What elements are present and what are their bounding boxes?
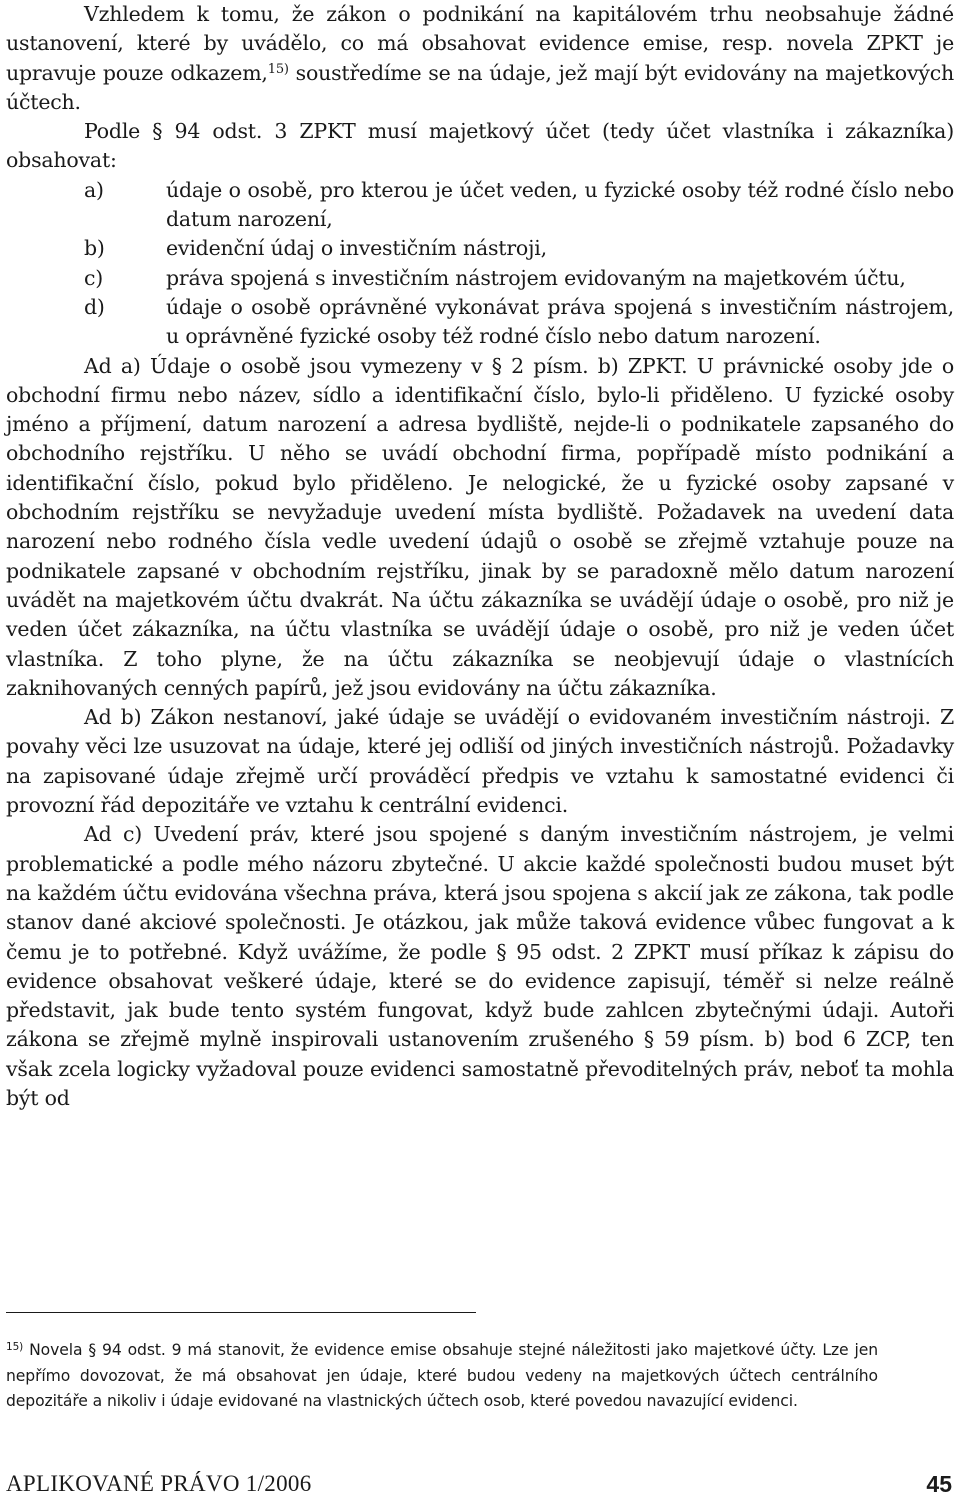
paragraph-ad-b: Ad b) Zákon nestanoví, jaké údaje se uvádějí o evidovaném investičním nástroji. Z povahy věci lze usuzovat na údaje, které jej odliší od jiných investičních nástrojů. Požadavky na zapisované údaje zřejmě určí prováděcí předpis ve vztahu k samostatné evidenci či provozní řád depozitáře ve vztahu k centrální evidenci. [6,705,954,818]
footnote-reference-15[interactable]: 15) [267,61,289,77]
footnote-divider [6,1312,476,1313]
footnote-marker: 15) [6,1341,24,1353]
footnote-text: Novela § 94 odst. 9 má stanovit, že evidence emise obsahuje stejné náležitosti jako majetkové účty. Lze jen nepřímo dovozovat, že má obsahovat jen údaje, které budou vedeny na majetkových účtech centrálního depozitáře a nikoliv i údaje evidované na vlastnických účtech osob, které povedou navazující evidenci. [6,1341,878,1410]
body-text [6,0,954,1113]
list-item-text: práva spojená s investičním nástrojem evidovaným na majetkovém účtu, [166,265,906,290]
list-marker: c) [84,265,104,290]
journal-title: APLIKOVANÉ PRÁVO 1/2006 [6,1471,312,1496]
page-number: 45 [926,1471,952,1497]
list-item-text: evidenční údaj o investičním nástroji, [166,236,547,261]
paragraph-2: Podle § 94 odst. 3 ZPKT musí majetkový účet (tedy účet vlastníka i zákazníka) obsahovat: [6,119,954,173]
list-marker: a) [84,177,104,202]
paragraph-ad-a: Ad a) Údaje o osobě jsou vymezeny v § 2 písm. b) ZPKT. U právnické osoby jde o obchodní firmu nebo název, sídlo a identifikační číslo, bylo-li přiděleno. U fyzické osoby jméno a příjmení, datum narození a adresa bydliště, nejde-li o podnikatele zapsaného do obchodního rejstříku. U něho se uvádí obchodní firma, popřípadě místo podnikání a identifikační číslo, pokud bylo přiděleno. Je nelogické, že u fyzické osoby zapsané v obchodním rejstříku se nevyžaduje uvedení místa bydliště. Požadavek na uvedení data narození nebo rodného čísla vedle uvedení údajů o osobě se zřejmě vztahuje pouze na podnikatele zapsané v obchodním rejstříku, jinak by se paradoxně mělo datum narození uvádět na majetkovém účtu dvakrát. Na účtu zákazníka se uvádějí údaje o osobě, pro niž je veden účet zákazníka, na účtu vlastníka se uvádějí údaje o osobě, pro niž je veden účet vlastníka. Z toho plyne, že na účtu zákazníka se neobjevují údaje o vlastnících zaknihovaných cenných papírů, jež jsou evidovány na účtu zákazníka. [6,353,954,700]
footnote-15 [6,1338,878,1415]
paragraph-1-text: Vzhledem k tomu, že zákon o podnikání na kapitálovém trhu neobsahuje žádné ustanovení, které by uvádělo, co má obsahovat evidence emise, resp. novela ZPKT je upravuje pouze odkazem, [6,2,954,85]
paragraph-1-text-cont: soustředíme se na údaje, jež mají být evidovány na majetkových účtech. [6,60,954,114]
list-marker: b) [84,236,105,261]
list-item [6,176,954,235]
list-item [6,234,954,263]
list-item [6,264,954,293]
list-item-text: údaje o osobě oprávněné vykonávat práva spojená s investičním nástrojem, u oprávněné fyzické osoby též rodné číslo nebo datum narození. [166,294,954,349]
paragraph-1 [6,0,954,117]
list-item [6,293,954,352]
paragraph-ad-c: Ad c) Uvedení práv, které jsou spojené s daným investičním nástrojem, je velmi problematické a podle mého názoru zbytečné. U akcie každé společnosti budou muset být na každém účtu evidována všechna práva, která jsou spojena s akcií jak ze zákona, tak podle stanov dané akciové společnosti. Je otázkou, jak může taková evidence vůbec fungovat a k čemu je to potřebné. Když uvážíme, že podle § 95 odst. 2 ZPKT musí příkaz k zápisu do evidence obsahovat veškeré údaje, které se do evidence zapisují, téměř si nelze reálně představit, jak bude tento systém fungovat, když bude zahlcen zbytečnými údaji. Autoři zákona se zřejmě mylně inspirovali ustanovením zrušeného § 59 písm. b) bod 6 ZCP, ten však zcela logicky vyžadoval pouze evidenci samostatně převoditelných práv, neboť ta mohla být od [6,822,954,1110]
list-item-text: údaje o osobě, pro kterou je účet veden, u fyzické osoby též rodné číslo nebo datum narození, [166,177,954,232]
requirements-list [6,176,954,352]
list-marker: d) [84,294,105,319]
